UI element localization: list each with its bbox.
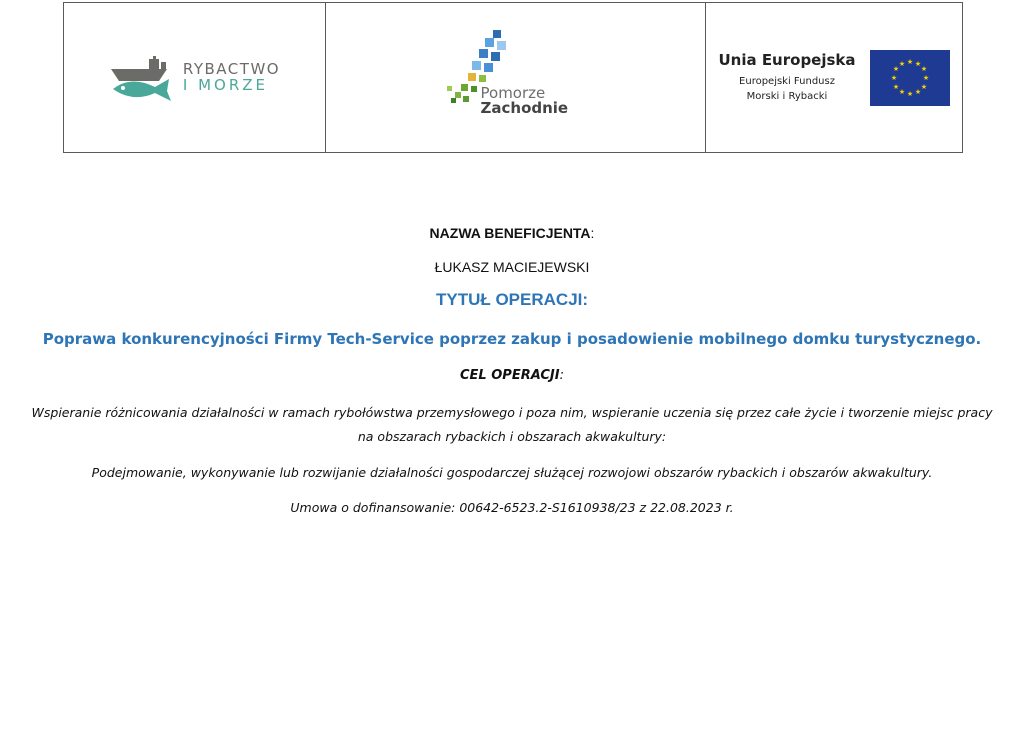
eu-fund-line-1: Europejski Fundusz [739,76,835,87]
logo-cell-rybactwo [64,3,326,152]
eu-fund-line-2: Morski i Rybacki [746,91,828,102]
svg-text:★: ★ [920,64,927,73]
goal-colon: : [559,368,564,383]
document-body [0,225,1024,520]
svg-text:★: ★ [898,59,905,68]
svg-text:★: ★ [914,59,921,68]
svg-text:★: ★ [922,73,929,82]
rybactwo-i-morze-logo [109,55,280,101]
svg-text:★: ★ [898,87,905,96]
goal-label-line [0,368,1024,383]
eu-flag-icon [870,50,950,106]
zachodnie-text: Zachodnie [480,99,569,118]
logo-cell-eu [706,3,962,152]
pomorze-text: Pomorze [480,83,546,102]
i-morze-text: I MORZE [182,75,269,94]
beneficiary-label: NAZWA BENEFICJENTA [429,225,591,241]
eu-title: Unia Europejska [718,51,856,69]
agreement-text: Umowa o dofinansowanie: 00642-6523.2-S1610938/23 z 22.08.2023 r. [290,500,734,516]
goal-label: CEL OPERACJI [460,368,560,383]
logo-cell-pomorze [326,3,706,152]
svg-text:★: ★ [920,82,927,91]
pomorze-zachodnie-logo [441,28,591,128]
eu-logo [718,50,949,106]
svg-text:★: ★ [892,64,899,73]
beneficiary-colon: : [590,225,595,241]
fish-boat-icon [109,55,179,101]
logo-bar [63,2,963,153]
svg-text:★: ★ [914,87,921,96]
svg-text:★: ★ [906,57,913,66]
svg-text:★: ★ [906,89,913,98]
rybactwo-text: RYBACTWO [182,59,281,78]
beneficiary-label-line [0,225,1024,243]
operation-title: Poprawa konkurencyjności Firmy Tech-Service poprzez zakup i posadowienie mobilnego domku turystycznego. [42,330,982,348]
beneficiary-name: ŁUKASZ MACIEJEWSKI [434,259,590,275]
svg-text:★: ★ [892,82,899,91]
svg-text:★: ★ [890,73,897,82]
goal-paragraph-1: Wspieranie różnicowania działalności w ramach rybołówstwa przemysłowego i poza nim, wspieranie uczenia się przez całe życie i tworzenie miejsc pracy na obszarach rybackich i obszarach akwakultury: [31,405,993,444]
operation-title-label: TYTUŁ OPERACJI: [435,290,589,309]
goal-paragraph-2: Podejmowanie, wykonywanie lub rozwijanie działalności gospodarczej służącej rozwojowi obszarów rybackich i obszarów akwakultury. [91,464,933,480]
